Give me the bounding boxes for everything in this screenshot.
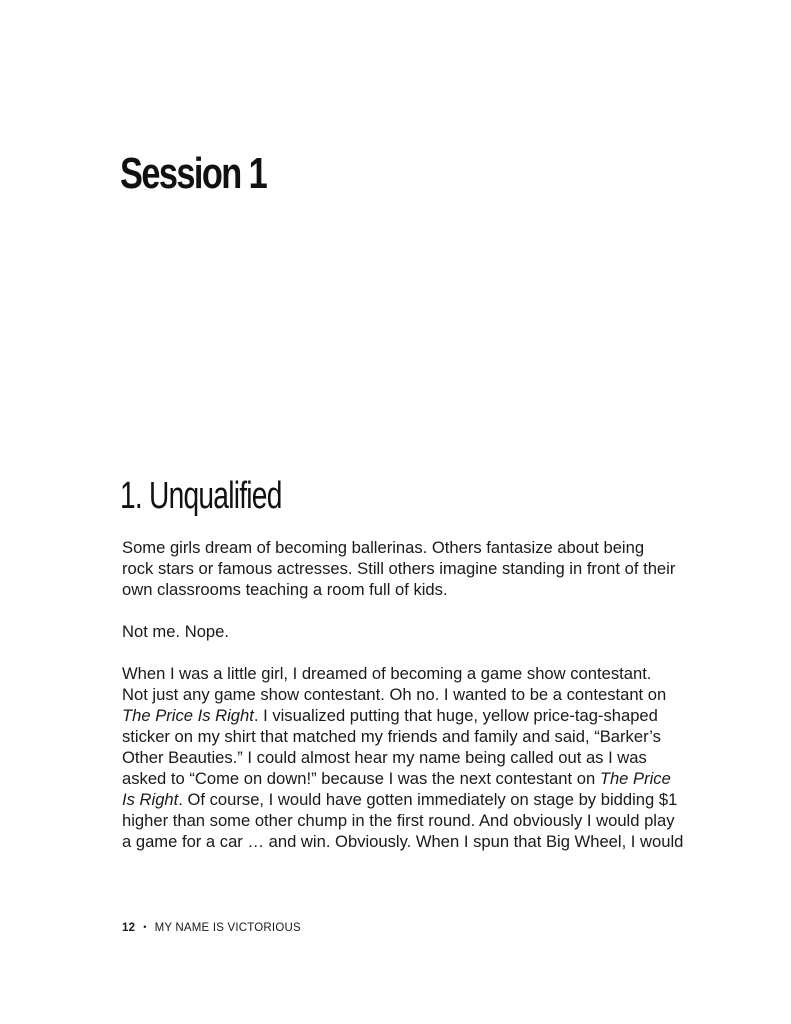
footer-separator: • — [143, 922, 147, 932]
text-segment: . Of course, I would have gotten immediately on stage by bidding $1 — [178, 790, 678, 809]
text-segment: asked to “Come on down!” because I was the next contestant on — [122, 769, 600, 788]
text-line — [122, 663, 702, 684]
paragraph — [122, 537, 702, 600]
text-segment: a game for a car … and win. Obviously. When I spun that Big Wheel, I would — [122, 832, 684, 851]
page-number: 12 — [122, 922, 136, 934]
text-segment: Some girls dream of becoming ballerinas. Others fantasize about being — [122, 538, 645, 557]
book-title: MY NAME IS VICTORIOUS — [154, 922, 301, 934]
paragraph-gap — [122, 600, 702, 621]
paragraph — [122, 621, 702, 642]
text-segment: own classrooms teaching a room full of kids. — [122, 580, 448, 599]
text-line — [122, 810, 702, 831]
text-line — [122, 726, 702, 747]
text-segment: Other Beauties.” I could almost hear my name being called out as I was — [122, 748, 647, 767]
text-line — [122, 789, 702, 810]
text-line — [122, 621, 702, 642]
text-line — [122, 747, 702, 768]
text-segment: sticker on my shirt that matched my friends and family and said, “Barker’s — [122, 727, 661, 746]
text-line — [122, 768, 702, 789]
session-title: Session 1 — [120, 149, 267, 198]
italic-title: The Price — [599, 769, 671, 788]
text-line — [122, 537, 702, 558]
chapter-title: 1. Unqualified — [120, 475, 282, 517]
text-segment: Not me. Nope. — [122, 622, 229, 641]
text-line — [122, 831, 702, 852]
italic-title: Is Right — [122, 790, 179, 809]
paragraph-gap — [122, 642, 702, 663]
text-segment: rock stars or famous actresses. Still others imagine standing in front of their — [122, 559, 676, 578]
text-line — [122, 579, 702, 600]
text-segment: . I visualized putting that huge, yellow price-tag-shaped — [253, 706, 658, 725]
text-line — [122, 558, 702, 579]
text-segment: higher than some other chump in the first round. And obviously I would play — [122, 811, 675, 830]
running-footer — [122, 919, 301, 936]
paragraph — [122, 663, 702, 852]
text-segment: When I was a little girl, I dreamed of becoming a game show contestant. — [122, 664, 652, 683]
text-line — [122, 705, 702, 726]
italic-title: The Price Is Right — [122, 706, 254, 725]
text-line — [122, 684, 702, 705]
text-segment: Not just any game show contestant. Oh no. I wanted to be a contestant on — [122, 685, 667, 704]
body-text — [122, 537, 702, 852]
